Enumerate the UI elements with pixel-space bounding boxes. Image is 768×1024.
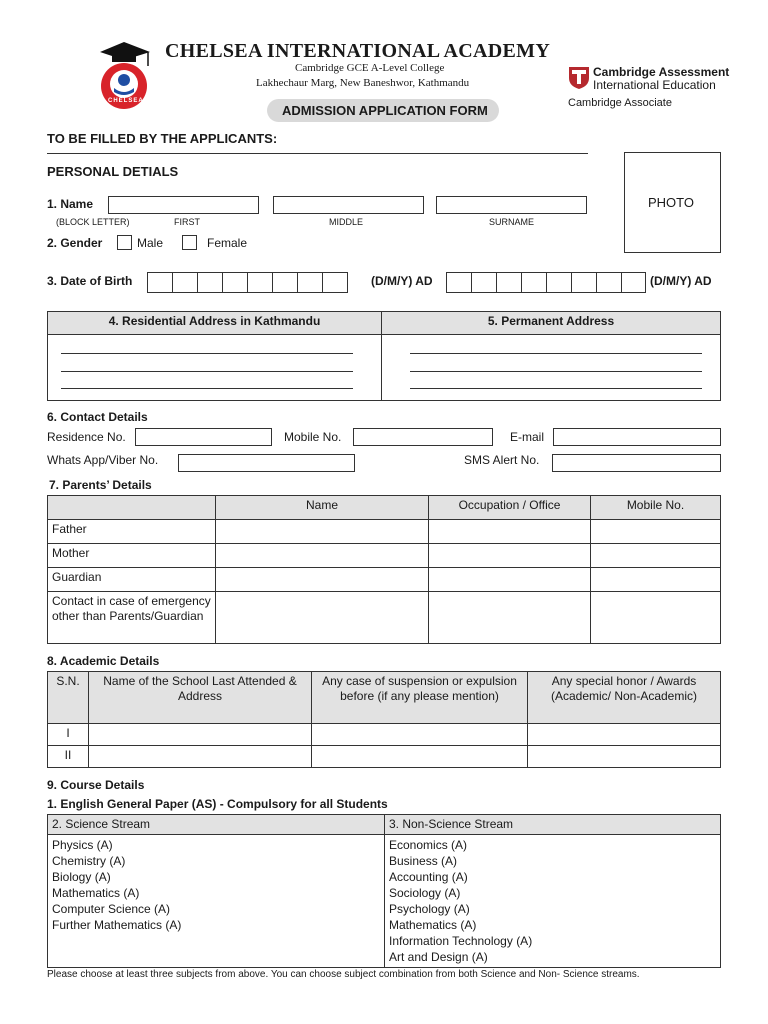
male-label: Male — [137, 236, 164, 250]
guardian-name-cell[interactable] — [216, 568, 429, 592]
guardian-occupation-cell[interactable] — [429, 568, 591, 592]
parents-row-father — [48, 520, 721, 544]
subject-item[interactable]: Psychology (A) — [389, 902, 470, 916]
school-logo — [94, 40, 156, 110]
row-label: Contact in case of emergency other than Parents/Guardian — [48, 592, 216, 644]
permanent-line-3 — [410, 388, 702, 389]
dmy-ad-label-2: (D/M/Y) AD — [650, 274, 712, 288]
permanent-line-2 — [410, 371, 702, 372]
suspension-cell-2[interactable] — [312, 746, 528, 768]
academic-row-1 — [48, 724, 721, 746]
cambridge-line2: International Education — [593, 78, 716, 92]
sms-label: SMS Alert No. — [464, 453, 540, 467]
subject-item[interactable]: Physics (A) — [52, 838, 113, 852]
course-heading: 9. Course Details — [47, 778, 145, 792]
academic-col-honor: Any special honor / Awards (Academic/ Non-Academic) — [528, 672, 721, 724]
dmy-ad-label-1: (D/M/Y) AD — [371, 274, 433, 288]
emergency-occupation-cell[interactable] — [429, 592, 591, 644]
intro-divider — [47, 153, 588, 154]
male-checkbox[interactable] — [117, 235, 132, 250]
parents-col-occupation: Occupation / Office — [429, 496, 591, 520]
subject-item[interactable]: Sociology (A) — [389, 886, 461, 900]
subject-item[interactable]: Business (A) — [389, 854, 458, 868]
honor-cell-1[interactable] — [528, 724, 721, 746]
row-sn: I — [48, 724, 89, 746]
course-note: Please choose at least three subjects from above. You can choose subject combination from both Science and Non- Science streams. — [47, 969, 640, 980]
middle-name-input[interactable] — [273, 196, 424, 214]
guardian-mobile-cell[interactable] — [591, 568, 721, 592]
mother-occupation-cell[interactable] — [429, 544, 591, 568]
academic-col-suspension: Any case of suspension or expulsion before (if any please mention) — [312, 672, 528, 724]
female-label: Female — [207, 236, 248, 250]
subject-item[interactable]: Accounting (A) — [389, 870, 468, 884]
science-stream-header: 2. Science Stream — [48, 815, 385, 835]
parents-col-mobile: Mobile No. — [591, 496, 721, 520]
compulsory-subject: 1. English General Paper (AS) - Compulsory for all Students — [47, 797, 388, 811]
subject-item[interactable]: Mathematics (A) — [52, 886, 140, 900]
permanent-address-header: 5. Permanent Address — [382, 312, 721, 335]
form-title: ADMISSION APPLICATION FORM — [282, 103, 488, 118]
nonscience-subjects-cell — [385, 835, 721, 968]
row-label: Father — [48, 520, 216, 544]
permanent-address-cell[interactable] — [382, 335, 721, 401]
father-name-cell[interactable] — [216, 520, 429, 544]
school-name: CHELSEA INTERNATIONAL ACADEMY — [165, 40, 551, 62]
cambridge-logo — [568, 66, 590, 90]
residential-line-1 — [61, 353, 353, 354]
academic-col-sn: S.N. — [48, 672, 89, 724]
gender-label: 2. Gender — [47, 236, 103, 250]
logo-text: CHELSEA — [108, 98, 144, 104]
female-checkbox[interactable] — [182, 235, 197, 250]
emergency-mobile-cell[interactable] — [591, 592, 721, 644]
parents-table — [47, 495, 721, 644]
residence-input[interactable] — [135, 428, 272, 446]
cambridge-line3: Cambridge Associate — [568, 97, 672, 109]
dob-ad-input[interactable] — [147, 272, 348, 293]
cambridge-shield-icon — [568, 66, 590, 90]
whatsapp-input[interactable] — [178, 454, 355, 472]
residential-line-3 — [61, 388, 353, 389]
row-label: Mother — [48, 544, 216, 568]
subject-item[interactable]: Biology (A) — [52, 870, 111, 884]
residential-address-cell[interactable] — [48, 335, 382, 401]
cambridge-line1: Cambridge Assessment — [593, 65, 730, 79]
email-input[interactable] — [553, 428, 721, 446]
academic-heading: 8. Academic Details — [47, 654, 160, 668]
email-label: E-mail — [510, 430, 545, 444]
first-hint: FIRST — [174, 217, 200, 227]
academic-row-2 — [48, 746, 721, 768]
emergency-name-cell[interactable] — [216, 592, 429, 644]
course-table — [47, 814, 721, 968]
whatsapp-label: Whats App/Viber No. — [47, 453, 159, 467]
mother-name-cell[interactable] — [216, 544, 429, 568]
subject-item[interactable]: Mathematics (A) — [389, 918, 477, 932]
row-label: Guardian — [48, 568, 216, 592]
school-cell-1[interactable] — [89, 724, 312, 746]
parents-heading: 7. Parents’ Details — [49, 478, 152, 492]
subject-item[interactable]: Art and Design (A) — [389, 950, 488, 964]
parents-row-guardian — [48, 568, 721, 592]
dob-second-input[interactable] — [446, 272, 646, 293]
subject-item[interactable]: Further Mathematics (A) — [52, 918, 182, 932]
academic-table — [47, 671, 721, 768]
surname-input[interactable] — [436, 196, 587, 214]
parents-blank-header — [48, 496, 216, 520]
photo-label: PHOTO — [648, 195, 694, 210]
middle-hint: MIDDLE — [329, 217, 364, 227]
subject-item[interactable]: Information Technology (A) — [389, 934, 533, 948]
academic-col-school: Name of the School Last Attended & Address — [89, 672, 312, 724]
subject-item[interactable]: Computer Science (A) — [52, 902, 171, 916]
surname-hint: SURNAME — [489, 217, 535, 227]
subject-item[interactable]: Economics (A) — [389, 838, 468, 852]
header-subtitle-2: Lakhechaur Marg, New Baneshwor, Kathmandu — [256, 77, 470, 89]
father-occupation-cell[interactable] — [429, 520, 591, 544]
name-label: 1. Name — [47, 197, 94, 211]
residential-address-header: 4. Residential Address in Kathmandu — [48, 312, 382, 335]
mobile-input[interactable] — [353, 428, 493, 446]
suspension-cell-1[interactable] — [312, 724, 528, 746]
header-subtitle-1: Cambridge GCE A-Level College — [295, 62, 445, 74]
mobile-label: Mobile No. — [284, 430, 342, 444]
permanent-line-1 — [410, 353, 702, 354]
parents-col-name: Name — [216, 496, 429, 520]
honor-cell-2[interactable] — [528, 746, 721, 768]
first-name-input[interactable] — [108, 196, 259, 214]
subject-item[interactable]: Chemistry (A) — [52, 854, 126, 868]
mother-mobile-cell[interactable] — [591, 544, 721, 568]
row-sn: II — [48, 746, 89, 768]
personal-heading: PERSONAL DETIALS — [47, 164, 179, 179]
parents-row-mother — [48, 544, 721, 568]
block-letter-hint: (BLOCK LETTER) — [56, 217, 130, 227]
science-subjects-cell — [48, 835, 385, 968]
sms-input[interactable] — [552, 454, 721, 472]
residential-line-2 — [61, 371, 353, 372]
intro-heading: TO BE FILLED BY THE APPLICANTS: — [47, 131, 278, 146]
nonscience-stream-header: 3. Non-Science Stream — [385, 815, 721, 835]
contact-heading: 6. Contact Details — [47, 410, 148, 424]
father-mobile-cell[interactable] — [591, 520, 721, 544]
school-cell-2[interactable] — [89, 746, 312, 768]
parents-row-emergency — [48, 592, 721, 644]
residence-label: Residence No. — [47, 430, 126, 444]
dob-label: 3. Date of Birth — [47, 274, 133, 288]
